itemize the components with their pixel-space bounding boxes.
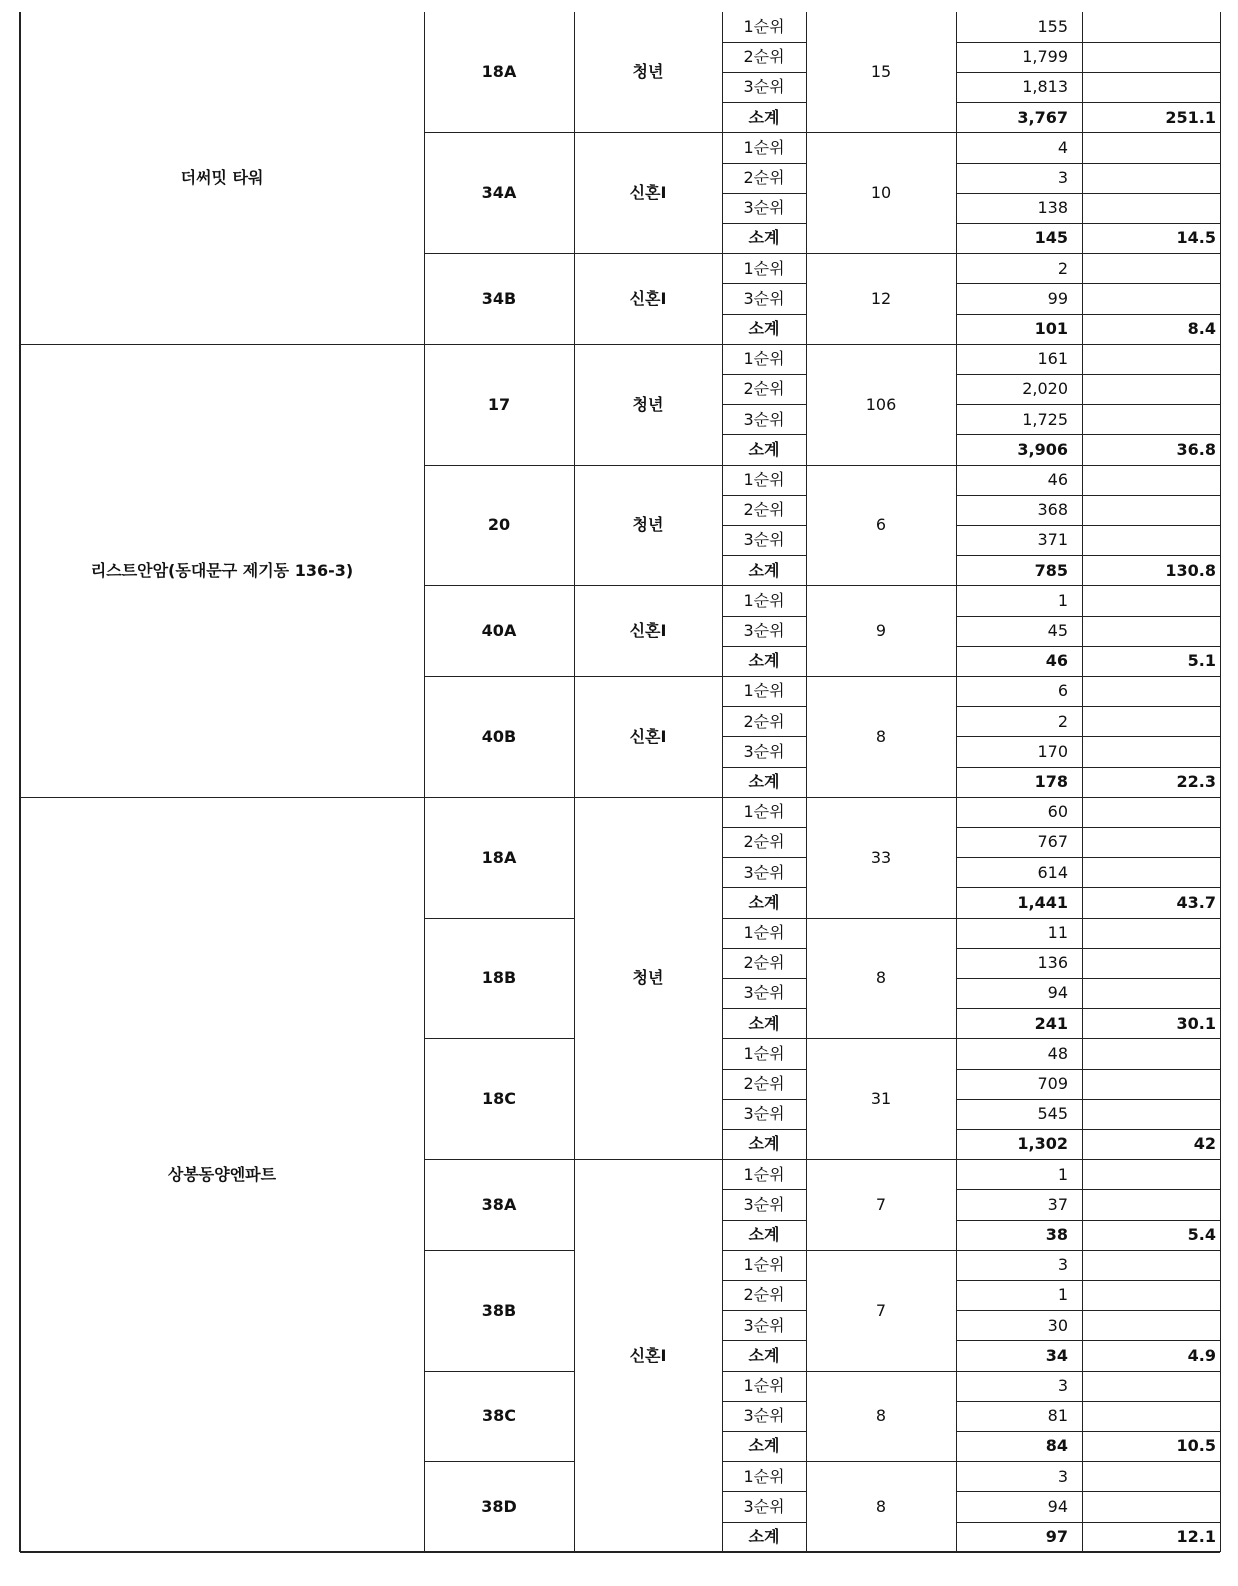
unit-type: 38C	[481, 1406, 516, 1426]
competition-ratio: 36.8	[1176, 439, 1216, 459]
supply-count: 6	[875, 515, 887, 535]
applicant-count: 371	[1037, 530, 1068, 550]
applicant-count: 45	[1047, 621, 1068, 641]
competition-ratio: 30.1	[1176, 1013, 1216, 1033]
applicant-count: 3	[1057, 1466, 1068, 1486]
subtotal-label: 소계	[748, 651, 780, 671]
rank-label: 1순위	[743, 802, 785, 822]
unit-type: 34A	[481, 183, 517, 203]
applicant-count: 2	[1057, 711, 1068, 731]
rank-label: 2순위	[743, 953, 785, 973]
applicant-count: 2,020	[1022, 379, 1068, 399]
supply-count: 106	[865, 394, 897, 414]
subtotal-count: 145	[1034, 228, 1068, 248]
rank-label: 1순위	[743, 1255, 785, 1275]
applicant-count: 3	[1057, 168, 1068, 188]
applicant-count: 545	[1037, 1104, 1068, 1124]
subtotal-count: 3,906	[1017, 439, 1068, 459]
applicant-count: 1	[1057, 590, 1068, 610]
applicant-category: 신혼I	[629, 726, 667, 746]
rank-label: 1순위	[743, 470, 785, 490]
applicant-count: 46	[1047, 470, 1068, 490]
supply-count: 31	[870, 1089, 892, 1109]
complex-name: 리스트안암(동대문구 제기동 136-3)	[90, 560, 354, 580]
applicant-category: 신혼I	[629, 1345, 667, 1365]
unit-type: 34B	[481, 288, 517, 308]
applicant-count: 614	[1037, 862, 1068, 882]
competition-ratio: 251.1	[1165, 107, 1216, 127]
rank-label: 3순위	[743, 983, 785, 1003]
subtotal-count: 97	[1045, 1527, 1068, 1547]
rank-label: 1순위	[743, 258, 785, 278]
rank-label: 3순위	[743, 1315, 785, 1335]
rank-label: 1순위	[743, 1376, 785, 1396]
rank-label: 3순위	[743, 1406, 785, 1426]
unit-type: 38D	[481, 1496, 517, 1516]
applicant-count: 60	[1047, 802, 1068, 822]
rank-label: 3순위	[743, 409, 785, 429]
applicant-count: 4	[1057, 137, 1068, 157]
table-right-border	[1220, 12, 1221, 1552]
rank-label: 2순위	[743, 711, 785, 731]
subtotal-count: 101	[1034, 319, 1068, 339]
applicant-count: 48	[1047, 1043, 1068, 1063]
supply-count: 12	[870, 288, 892, 308]
rank-label: 2순위	[743, 1285, 785, 1305]
competition-ratio: 10.5	[1176, 1436, 1216, 1456]
rank-label: 1순위	[743, 590, 785, 610]
supply-count: 7	[875, 1194, 887, 1214]
supply-count: 8	[875, 726, 887, 746]
applicant-category: 청년	[632, 968, 664, 988]
competition-ratio: 8.4	[1187, 319, 1216, 339]
rank-label: 1순위	[743, 137, 785, 157]
subtotal-label: 소계	[748, 228, 780, 248]
subtotal-label: 소계	[748, 1013, 780, 1033]
rank-label: 3순위	[743, 288, 785, 308]
applicant-category: 신혼I	[629, 621, 667, 641]
rank-label: 2순위	[743, 379, 785, 399]
rank-label: 3순위	[743, 198, 785, 218]
unit-type: 18A	[481, 847, 517, 867]
applicant-count: 136	[1037, 953, 1068, 973]
unit-type: 40B	[481, 726, 517, 746]
competition-ratio: 5.4	[1187, 1225, 1216, 1245]
rank-label: 3순위	[743, 530, 785, 550]
unit-type: 20	[487, 515, 511, 535]
subtotal-count: 34	[1045, 1345, 1068, 1365]
subtotal-label: 소계	[748, 319, 780, 339]
unit-type: 40A	[481, 621, 517, 641]
applicant-count: 6	[1057, 681, 1068, 701]
unit-type: 17	[487, 394, 511, 414]
rank-label: 3순위	[743, 741, 785, 761]
subtotal-count: 178	[1034, 772, 1068, 792]
rank-label: 2순위	[743, 832, 785, 852]
applicant-count: 37	[1047, 1194, 1068, 1214]
applicant-count: 2	[1057, 258, 1068, 278]
applicant-count: 81	[1047, 1406, 1068, 1426]
supply-count: 10	[870, 183, 892, 203]
competition-ratio: 130.8	[1165, 560, 1216, 580]
rank-label: 1순위	[743, 1164, 785, 1184]
unit-type: 38B	[481, 1300, 517, 1320]
competition-ratio: 5.1	[1187, 651, 1216, 671]
subtotal-count: 46	[1045, 651, 1068, 671]
applicant-count: 368	[1037, 500, 1068, 520]
subtotal-label: 소계	[748, 560, 780, 580]
subtotal-count: 241	[1034, 1013, 1068, 1033]
competition-ratio: 42	[1193, 1134, 1216, 1154]
competition-ratio: 4.9	[1187, 1345, 1216, 1365]
subtotal-label: 소계	[748, 892, 780, 912]
subtotal-label: 소계	[748, 107, 780, 127]
rank-label: 1순위	[743, 1466, 785, 1486]
unit-type: 18A	[481, 62, 517, 82]
subtotal-count: 84	[1045, 1436, 1068, 1456]
applicant-count: 161	[1037, 349, 1068, 369]
unit-type: 18C	[481, 1089, 516, 1109]
supply-count: 15	[870, 62, 892, 82]
complex-name: 더써밋 타워	[180, 168, 264, 188]
applicant-count: 155	[1037, 17, 1068, 37]
applicant-count: 767	[1037, 832, 1068, 852]
rank-label: 1순위	[743, 17, 785, 37]
applicant-count: 3	[1057, 1255, 1068, 1275]
subtotal-count: 785	[1034, 560, 1068, 580]
supply-count: 7	[875, 1300, 887, 1320]
supply-count: 33	[870, 847, 892, 867]
applicant-count: 709	[1037, 1074, 1068, 1094]
subtotal-label: 소계	[748, 772, 780, 792]
applicant-count: 170	[1037, 741, 1068, 761]
rank-label: 1순위	[743, 681, 785, 701]
rank-label: 1순위	[743, 923, 785, 943]
applicant-count: 138	[1037, 198, 1068, 218]
applicant-category: 청년	[632, 62, 664, 82]
subtotal-label: 소계	[748, 439, 780, 459]
rank-label: 1순위	[743, 349, 785, 369]
supply-count: 8	[875, 1496, 887, 1516]
applicant-count: 94	[1047, 983, 1068, 1003]
rank-label: 1순위	[743, 1043, 785, 1063]
rank-label: 3순위	[743, 1104, 785, 1124]
subtotal-count: 3,767	[1017, 107, 1068, 127]
competition-ratio: 22.3	[1176, 772, 1216, 792]
applicant-category: 신혼I	[629, 288, 667, 308]
applicant-count: 11	[1047, 923, 1068, 943]
subtotal-count: 38	[1045, 1225, 1068, 1245]
competition-ratio: 12.1	[1176, 1527, 1216, 1547]
rank-label: 2순위	[743, 168, 785, 188]
rank-label: 3순위	[743, 1496, 785, 1516]
applicant-count: 1,799	[1022, 47, 1068, 67]
supply-count: 8	[875, 968, 887, 988]
rank-label: 2순위	[743, 47, 785, 67]
applicant-category: 청년	[632, 515, 664, 535]
complex-name: 상봉동양엔파트	[167, 1164, 277, 1184]
subtotal-count: 1,441	[1017, 892, 1068, 912]
subtotal-label: 소계	[748, 1436, 780, 1456]
unit-type: 18B	[481, 968, 517, 988]
competition-ratio: 43.7	[1176, 892, 1216, 912]
applicant-category: 청년	[632, 394, 664, 414]
applicant-count: 1	[1057, 1164, 1068, 1184]
rank-label: 3순위	[743, 77, 785, 97]
applicant-count: 1	[1057, 1285, 1068, 1305]
rank-label: 3순위	[743, 621, 785, 641]
applicant-count: 99	[1047, 288, 1068, 308]
subtotal-label: 소계	[748, 1527, 780, 1547]
unit-type: 38A	[481, 1194, 517, 1214]
rank-label: 3순위	[743, 862, 785, 882]
subtotal-label: 소계	[748, 1134, 780, 1154]
supply-count: 9	[875, 621, 887, 641]
subtotal-label: 소계	[748, 1225, 780, 1245]
rank-label: 3순위	[743, 1194, 785, 1214]
rank-label: 2순위	[743, 500, 785, 520]
applicant-count: 94	[1047, 1496, 1068, 1516]
competition-ratio: 14.5	[1176, 228, 1216, 248]
applicant-count: 1,725	[1022, 409, 1068, 429]
applicant-count: 3	[1057, 1376, 1068, 1396]
rank-label: 2순위	[743, 1074, 785, 1094]
supply-count: 8	[875, 1406, 887, 1426]
application-results-table	[20, 12, 1220, 1574]
table-bottom-border	[20, 1551, 1220, 1553]
applicant-category: 신혼I	[629, 183, 667, 203]
subtotal-count: 1,302	[1017, 1134, 1068, 1154]
subtotal-label: 소계	[748, 1345, 780, 1365]
applicant-count: 30	[1047, 1315, 1068, 1335]
applicant-count: 1,813	[1022, 77, 1068, 97]
